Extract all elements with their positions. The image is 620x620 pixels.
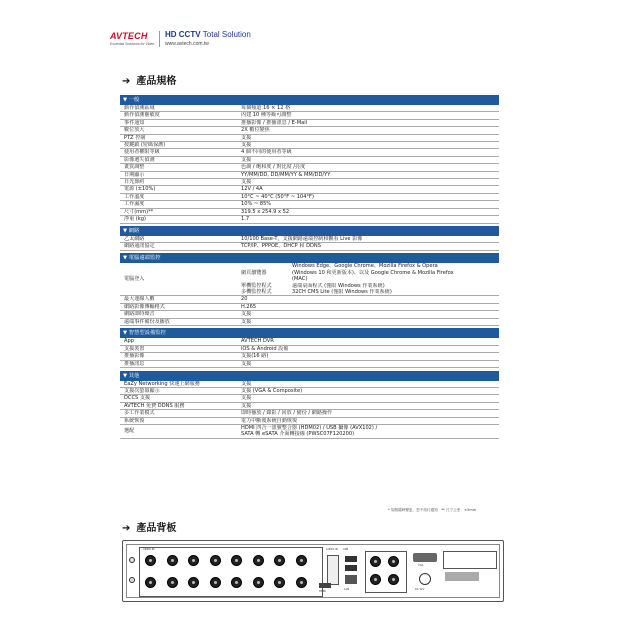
spec-row <box>120 157 499 164</box>
browser-row <box>236 263 499 282</box>
spec-value: 2X 數位變焦 <box>241 127 270 134</box>
spec-value: 支援 <box>241 179 252 186</box>
group-network <box>120 236 499 251</box>
spec-key: 推播訊息 <box>124 360 145 367</box>
spec-row <box>120 135 499 142</box>
usb-label: USB <box>343 548 349 551</box>
video-in-box <box>139 547 323 597</box>
spec-value: 1.7 <box>241 216 250 223</box>
spec-value: 電力中斷後系統自動恢復 <box>241 417 298 424</box>
spec-key: 網路即時聲音 <box>124 311 155 318</box>
group-bar-network: ▼ 網路 <box>120 226 499 236</box>
spec-value: 色調 / 飽和度 / 對比度 /亮度 <box>241 164 306 171</box>
accessory-label: 選配 <box>124 428 135 435</box>
spec-key: 動作偵測靈敏度 <box>124 112 160 119</box>
spec-value: 12V / 4A <box>241 186 263 193</box>
spec-value: 20 <box>241 296 248 303</box>
spec-key: 事件通知 <box>124 119 145 126</box>
audio-label: AUDIO IN <box>326 548 338 551</box>
rca-jack <box>388 574 399 585</box>
browser-line: (Windows 10 和更新版本)、以及 Google Chrome & Mozilla Firefox <box>292 269 454 276</box>
spec-value: AVTECH DVR <box>241 338 274 345</box>
spec-row <box>120 127 499 134</box>
bnc-connector <box>253 577 264 588</box>
power-jack <box>419 573 431 585</box>
screw-icon <box>129 557 135 563</box>
spec-value: 支援 <box>241 318 252 325</box>
bnc-connector <box>253 555 264 566</box>
spec-key: 數位放大 <box>124 127 145 134</box>
spec-key: 使用者權限等級 <box>124 149 160 156</box>
spec-row <box>120 403 499 410</box>
spec-row <box>120 172 499 179</box>
rear-panel-heading: ➔ 產品背板 <box>122 523 177 534</box>
spec-key: 工作溫度 <box>124 193 145 200</box>
spec-value: 即時播放 / 錄影 / 回放 / 備份 / 網路操作 <box>241 410 333 417</box>
bnc-connector <box>188 555 199 566</box>
accessory-row <box>120 425 499 439</box>
spec-value: 支援 <box>241 360 252 367</box>
remote-sub-value: 遠端桌面程式 (僅限 Windows 作業系統) <box>292 282 385 289</box>
spec-row <box>120 338 499 345</box>
bnc-connector <box>296 577 307 588</box>
group-bar-remote: ▼ 電腦遠端監控 <box>120 253 499 263</box>
spec-row <box>120 120 499 127</box>
spec-key: 畫質調整 <box>124 164 145 171</box>
rca-jack <box>370 556 381 567</box>
group-general <box>120 105 499 224</box>
spec-row <box>120 105 499 112</box>
spec-row <box>120 179 499 186</box>
spec-row <box>120 311 499 318</box>
spec-value: 推播影像 / 推播訊息 / E-Mail <box>241 119 308 126</box>
vga-port <box>413 553 437 562</box>
spec-key: 支援裝置 <box>124 345 145 352</box>
remote-sub-value: 32CH CMS Lite (僅限 Windows 作業系統) <box>292 288 392 295</box>
spec-key: AVTECH 免費 DDNS 服務 <box>124 402 185 409</box>
remote-sub-key: 單機監控程式 <box>241 282 272 289</box>
rca-jack <box>370 574 381 585</box>
spec-key: 日光節約 <box>124 179 145 186</box>
spec-value: 支援 <box>241 395 252 402</box>
spec-row <box>120 112 499 119</box>
spec-value: 每個頻道 16 × 12 格 <box>241 105 291 111</box>
spec-row <box>120 236 499 243</box>
bnc-connector <box>188 577 199 588</box>
spec-key: 遠端事件備份及播放 <box>124 318 170 325</box>
spec-value: 319.5 x 254.9 x 52 <box>241 208 290 215</box>
logo-subtitle: Essential Solutions for Video <box>110 42 155 46</box>
bnc-connector <box>210 555 221 566</box>
header-divider <box>159 31 160 47</box>
spec-value: 4 個不同的使用者等級 <box>241 149 292 156</box>
spec-value: 支援 <box>241 156 252 163</box>
spec-value: 內建 10 種等級可調整 <box>241 112 292 119</box>
rs485-block <box>445 572 479 581</box>
usb-port <box>345 565 357 571</box>
spec-key: EaZy Networking 快速上網服務 <box>124 380 200 387</box>
bnc-connector <box>145 555 156 566</box>
bnc-connector <box>274 555 285 566</box>
spec-value: 支援 <box>241 142 252 149</box>
remote-sub-key: 多機監控程式 <box>241 288 272 295</box>
spec-key: 淨重 (kg) <box>124 216 146 223</box>
spec-key: 最大連線人數 <box>124 296 155 303</box>
rear-panel-diagram <box>122 540 504 602</box>
spec-value: 支援 <box>241 311 252 318</box>
spec-value: YY/MM/DD, DD/MM/YY & MM/DD/YY <box>241 171 331 178</box>
spec-row <box>120 395 499 402</box>
spec-row <box>120 216 499 223</box>
website-url: www.avtech.com.tw <box>165 41 209 47</box>
footnote: * 規格隨時變更，恕不再行通知 ** 尺寸公差：±5mm <box>388 508 477 512</box>
group-remote <box>120 296 499 326</box>
group-bar-mobile: ▼ 智慧型設備監控 <box>120 328 499 338</box>
bnc-connector <box>210 577 221 588</box>
spec-value: 支援 <box>241 402 252 409</box>
rca-jack <box>388 556 399 567</box>
usb-port <box>345 556 357 562</box>
spec-row <box>120 319 499 326</box>
arrow-right-icon: ➔ <box>122 523 131 534</box>
arrow-right-icon: ➔ <box>122 76 131 87</box>
spec-value: 支援 <box>241 134 252 141</box>
spec-row <box>120 388 499 395</box>
spec-row <box>120 381 499 388</box>
hdmi-port <box>319 583 331 588</box>
spec-row <box>120 361 499 368</box>
spec-row <box>120 194 499 201</box>
spec-value: 10% ~ 85% <box>241 201 272 208</box>
spec-row <box>120 418 499 425</box>
spec-row <box>120 243 499 250</box>
spec-row <box>120 164 499 171</box>
specs-heading: ➔ 產品規格 <box>122 76 177 87</box>
spec-key: 多工作業模式 <box>124 410 155 417</box>
spec-key: 支援次螢幕顯示 <box>124 388 160 394</box>
lan-port <box>345 575 357 584</box>
spec-key: 按鍵鎖 (密碼保護) <box>124 142 166 149</box>
bnc-connector <box>274 577 285 588</box>
hdmi-label: HDMI <box>319 590 326 593</box>
spec-key: 網路影像傳輸格式 <box>124 303 165 310</box>
accessory-line: HDMI 四合一訊號整合器 (HDM02) / USB 攝像 (AVX102) / <box>241 425 378 432</box>
browser-line: (MAC) <box>292 276 308 283</box>
spec-key: 網路通訊協定 <box>124 243 155 250</box>
terminal-block <box>443 551 497 569</box>
bnc-connector <box>231 577 242 588</box>
spec-row <box>120 304 499 311</box>
bnc-connector <box>231 555 242 566</box>
spec-key: 推播影像 <box>124 353 145 360</box>
spec-key: 尺寸(mm)** <box>124 208 154 215</box>
video-in-label: VIDEO IN <box>143 548 155 551</box>
spec-row <box>120 353 499 360</box>
spec-row <box>120 209 499 216</box>
accessory-line: SATA 轉 eSATA 介面轉接線 (PWSC07F120200) <box>241 431 355 438</box>
spec-key: 日期顯示 <box>124 171 145 178</box>
bnc-connector <box>296 555 307 566</box>
spec-row <box>120 346 499 353</box>
spec-value: 支援 (VGA & Composite) <box>241 388 303 394</box>
spec-row <box>120 410 499 417</box>
spec-key: App <box>124 338 134 345</box>
spec-value: 支援(16 路) <box>241 353 269 360</box>
spec-row <box>120 149 499 156</box>
spec-key: 系統恢復 <box>124 417 145 424</box>
bnc-connector <box>145 577 156 588</box>
bnc-connector <box>167 577 178 588</box>
spec-value: 10/100 Base-T，支援網路遠端控制和觀看 Live 影像 <box>241 236 363 242</box>
spec-row <box>120 186 499 193</box>
spec-key: 乙太網路 <box>124 236 145 242</box>
spec-row <box>120 142 499 149</box>
remote-sub-row <box>236 289 499 295</box>
group-other <box>120 381 499 425</box>
spec-table <box>120 95 499 439</box>
spec-row <box>120 201 499 208</box>
pc-login-label: 電腦登入 <box>124 276 145 283</box>
group-bar-other: ▼ 其他 <box>120 371 499 381</box>
power-label: DC 12V <box>415 588 425 591</box>
tagline: HD CCTV Total Solution <box>165 30 251 39</box>
spec-key: 工作濕度 <box>124 201 145 208</box>
audio-port <box>327 555 339 585</box>
spec-key: DCCS 支援 <box>124 395 151 402</box>
spec-value: 10°C ~ 40°C (50°F ~ 104°F) <box>241 193 314 200</box>
spec-value: H.265 <box>241 303 257 310</box>
group-bar-general: ▼ 一般 <box>120 95 499 105</box>
spec-value: 支援 <box>241 380 252 387</box>
bnc-connector <box>167 555 178 566</box>
pc-login-block <box>120 263 499 296</box>
spec-value: iOS & Android 設備 <box>241 345 289 352</box>
spec-key: 影像遺失偵測 <box>124 156 155 163</box>
spec-key: 電源 (±10%) <box>124 186 156 193</box>
spec-row <box>120 296 499 303</box>
lan-label: LAN <box>344 588 350 591</box>
spec-key: 動作偵測區域 <box>124 105 155 111</box>
browser-line: Windows Edge、Google Chrome、Mozilla Firefox & Opera <box>292 263 438 270</box>
vga-label: VGA <box>418 564 424 567</box>
avtech-logo: AVTECH <box>110 31 148 41</box>
spec-key: PTZ 控制 <box>124 134 146 141</box>
spec-value: TCP/IP、PPPOE、DHCP 和 DDNS <box>241 243 321 250</box>
screw-icon <box>129 577 135 583</box>
browser-label: 網頁瀏覽器 <box>241 269 267 276</box>
group-mobile <box>120 338 499 368</box>
